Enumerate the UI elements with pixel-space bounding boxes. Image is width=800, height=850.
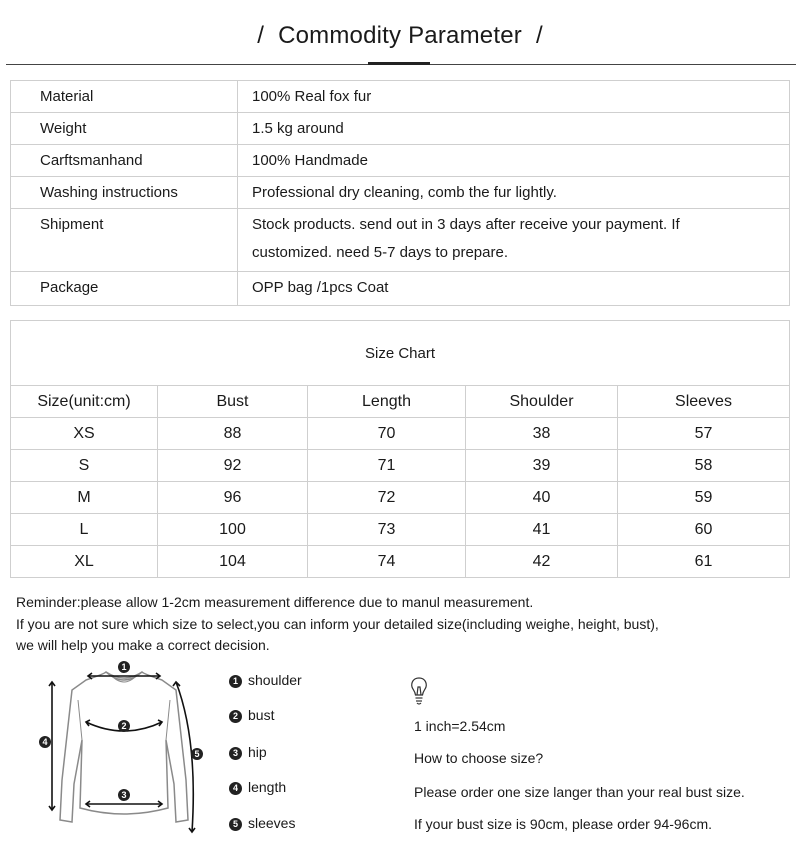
- table-cell: 96: [158, 482, 308, 514]
- title-slash-right: /: [535, 22, 543, 49]
- table-cell: 70: [308, 418, 466, 450]
- param-value: [238, 209, 790, 272]
- legend-label: hip: [248, 744, 267, 760]
- size-chart-table: [10, 320, 790, 578]
- column-header: Size(unit:cm): [11, 386, 158, 418]
- legend-label: length: [248, 779, 287, 795]
- table-cell: 57: [618, 418, 790, 450]
- table-cell: 41: [466, 514, 618, 546]
- param-key: Material: [11, 81, 238, 113]
- marker-5-label: 5: [194, 749, 200, 759]
- table-row: [11, 450, 790, 482]
- param-key: Washing instructions: [11, 177, 238, 209]
- table-cell: 72: [308, 482, 466, 514]
- param-row: [11, 81, 790, 113]
- tip-line: Please order one size langer than your real bust size.: [414, 784, 745, 800]
- table-cell: L: [11, 514, 158, 546]
- table-row: [11, 514, 790, 546]
- table-cell: 59: [618, 482, 790, 514]
- param-row: [11, 209, 790, 272]
- legend-item: [229, 815, 295, 831]
- param-key: Carftsmanhand: [11, 145, 238, 177]
- param-value: OPP bag /1pcs Coat: [238, 272, 790, 306]
- title-slash-left: /: [257, 22, 265, 49]
- table-cell: S: [11, 450, 158, 482]
- table-cell: M: [11, 482, 158, 514]
- table-cell: 104: [158, 546, 308, 578]
- legend-number: 3: [229, 747, 242, 760]
- lightbulb-icon: [408, 676, 430, 706]
- column-header: Length: [308, 386, 466, 418]
- param-value: Professional dry cleaning, comb the fur lightly.: [238, 177, 790, 209]
- tip-line: If your bust size is 90cm, please order 94-96cm.: [414, 816, 713, 832]
- note-line: we will help you make a correct decision.: [16, 637, 270, 653]
- table-cell: 38: [466, 418, 618, 450]
- table-cell: 71: [308, 450, 466, 482]
- param-value: 1.5 kg around: [238, 113, 790, 145]
- table-cell: XS: [11, 418, 158, 450]
- legend-label: bust: [248, 707, 275, 723]
- param-value-line: customized. need 5-7 days to prepare.: [252, 244, 508, 261]
- legend-item: [229, 779, 286, 795]
- table-row: [11, 546, 790, 578]
- param-key: Shipment: [11, 209, 238, 272]
- param-key: Package: [11, 272, 238, 306]
- table-cell: 58: [618, 450, 790, 482]
- table-cell: 61: [618, 546, 790, 578]
- sleeve-measure-line: [176, 682, 193, 832]
- table-cell: 40: [466, 482, 618, 514]
- size-notes: [16, 592, 659, 657]
- param-value-line: Stock products. send out in 3 days after receive your payment. If: [252, 216, 680, 233]
- tip-line: How to choose size?: [414, 750, 544, 766]
- legend-item: [229, 672, 302, 688]
- legend-number: 2: [229, 710, 242, 723]
- table-cell: 92: [158, 450, 308, 482]
- note-line: Reminder:please allow 1-2cm measurement difference due to manul measurement.: [16, 594, 534, 610]
- param-value: 100% Handmade: [238, 145, 790, 177]
- table-row: [11, 482, 790, 514]
- tip-line: 1 inch=2.54cm: [414, 718, 506, 734]
- header: [0, 0, 800, 70]
- marker-2-label: 2: [121, 721, 127, 731]
- table-cell: 42: [466, 546, 618, 578]
- table-cell: 88: [158, 418, 308, 450]
- title-text: Commodity Parameter: [278, 22, 522, 49]
- table-cell: 73: [308, 514, 466, 546]
- parameter-table: [10, 80, 790, 306]
- column-header: Shoulder: [466, 386, 618, 418]
- size-chart-header-row: [11, 386, 790, 418]
- param-row: [11, 177, 790, 209]
- table-cell: XL: [11, 546, 158, 578]
- column-header: Bust: [158, 386, 308, 418]
- param-row: [11, 272, 790, 306]
- legend-label: shoulder: [248, 672, 302, 688]
- legend-number: 5: [229, 818, 242, 831]
- legend-number: 4: [229, 782, 242, 795]
- table-row: [11, 418, 790, 450]
- legend-item: [229, 707, 274, 723]
- table-cell: 39: [466, 450, 618, 482]
- page-title: [0, 22, 800, 50]
- param-row: [11, 145, 790, 177]
- legend-number: 1: [229, 675, 242, 688]
- legend-item: [229, 744, 267, 760]
- marker-3-label: 3: [121, 790, 127, 800]
- param-value: 100% Real fox fur: [238, 81, 790, 113]
- note-line: If you are not sure which size to select,you can inform your detailed size(including weighe, height, bust),: [16, 615, 659, 632]
- header-accent-bar: [368, 62, 430, 65]
- marker-1-label: 1: [121, 662, 127, 672]
- param-row: [11, 113, 790, 145]
- marker-4-label: 4: [42, 737, 48, 747]
- table-cell: 60: [618, 514, 790, 546]
- column-header: Sleeves: [618, 386, 790, 418]
- legend-label: sleeves: [248, 815, 296, 831]
- table-cell: 100: [158, 514, 308, 546]
- table-cell: 74: [308, 546, 466, 578]
- param-key: Weight: [11, 113, 238, 145]
- sweater-measurement-diagram: [34, 660, 214, 845]
- size-chart-caption: Size Chart: [11, 321, 790, 386]
